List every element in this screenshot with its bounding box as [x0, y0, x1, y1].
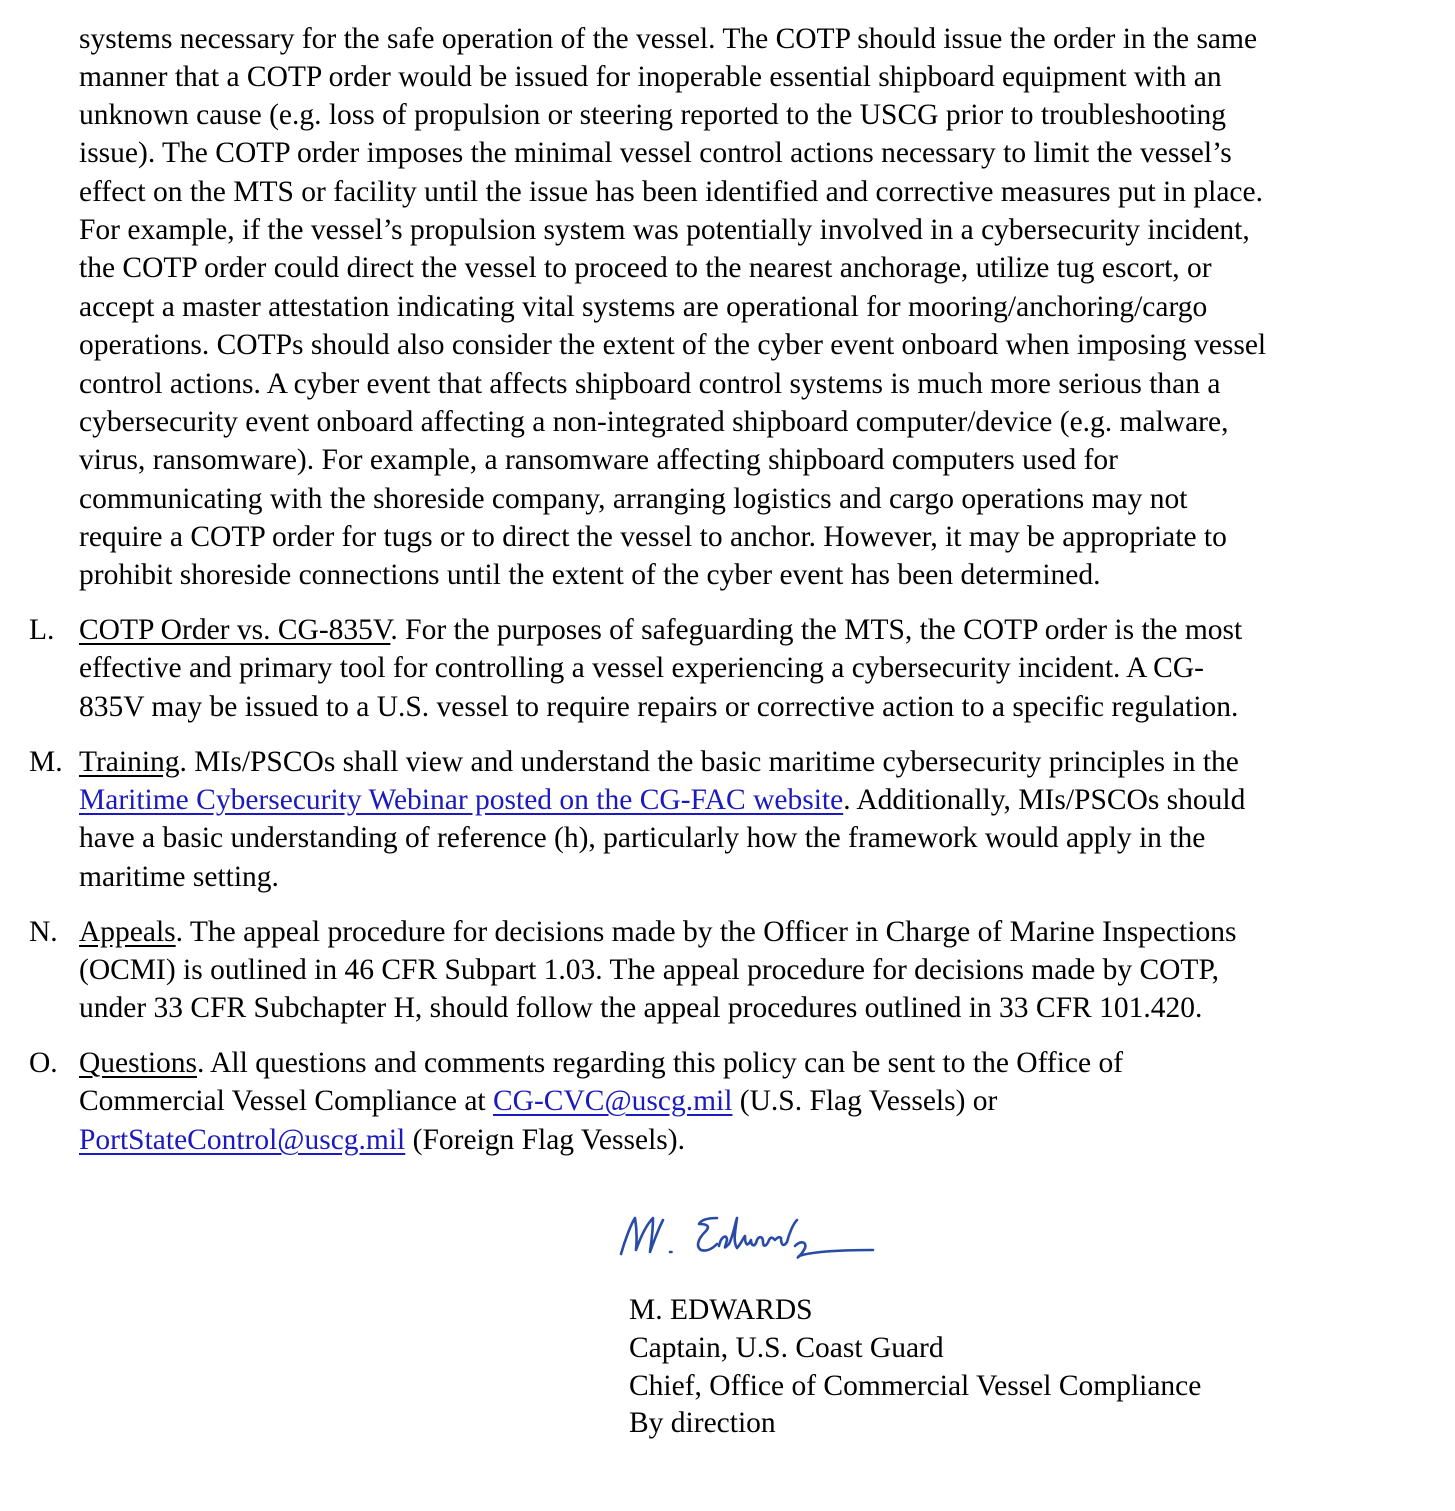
- section-letter: N.: [29, 916, 58, 948]
- paragraph-line: prohibit shoreside connections until the extent of the cyber event has been determined.: [79, 559, 1101, 591]
- signer-name: M. EDWARDS: [629, 1294, 813, 1326]
- paragraph-line: issue). The COTP order imposes the minimal vessel control actions necessary to limit the vessel’s: [79, 137, 1232, 169]
- section-heading: Training: [79, 746, 180, 778]
- signer-title: Chief, Office of Commercial Vessel Compliance: [629, 1370, 1202, 1402]
- paragraph-line: manner that a COTP order would be issued for inoperable essential shipboard equipment with an: [79, 61, 1222, 93]
- section-text: . Additionally, MIs/PSCOs should: [843, 784, 1246, 816]
- section-line: (OCMI) is outlined in 46 CFR Subpart 1.03. The appeal procedure for decisions made by COTP,: [79, 954, 1219, 986]
- paragraph-line: effect on the MTS or facility until the issue has been identified and corrective measures put in place.: [79, 176, 1263, 208]
- webinar-link[interactable]: Maritime Cybersecurity Webinar posted on the CG-FAC website: [79, 784, 844, 816]
- paragraph-line: virus, ransomware). For example, a ransomware affecting shipboard computers used for: [79, 444, 1118, 476]
- section-line: [79, 781, 1245, 819]
- section-heading: Appeals: [79, 916, 176, 948]
- handwritten-signature-icon: [615, 1210, 885, 1270]
- section-line: [79, 913, 1237, 951]
- section-letter: O.: [29, 1047, 58, 1079]
- paragraph-line: accept a master attestation indicating vital systems are operational for mooring/anchoring/cargo: [79, 291, 1208, 323]
- section-line: effective and primary tool for controlling a vessel experiencing a cybersecurity incident. A CG-: [79, 652, 1204, 684]
- section-line: [79, 1044, 1123, 1082]
- section-letter: L.: [29, 614, 55, 646]
- section-text: (Foreign Flag Vessels).: [405, 1124, 685, 1156]
- paragraph-line: cybersecurity event onboard affecting a non-integrated shipboard computer/device (e.g. malware,: [79, 406, 1229, 438]
- paragraph-line: operations. COTPs should also consider the extent of the cyber event onboard when imposing vessel: [79, 329, 1267, 361]
- section-text: . All questions and comments regarding this policy can be sent to the Office of: [197, 1047, 1124, 1079]
- paragraph-line: the COTP order could direct the vessel to proceed to the nearest anchorage, utilize tug escort, or: [79, 252, 1212, 284]
- section-line: [79, 611, 1242, 649]
- port-state-control-email-link[interactable]: PortStateControl@uscg.mil: [79, 1124, 406, 1156]
- paragraph-line: communicating with the shoreside company, arranging logistics and cargo operations may not: [79, 483, 1188, 515]
- section-line: under 33 CFR Subchapter H, should follow the appeal procedures outlined in 33 CFR 101.420.: [79, 992, 1203, 1024]
- section-line: 835V may be issued to a U.S. vessel to require repairs or corrective action to a specific regulation.: [79, 691, 1239, 723]
- section-line: maritime setting.: [79, 861, 279, 893]
- section-line: [79, 1082, 997, 1120]
- section-heading: COTP Order vs. CG-835V: [79, 614, 391, 646]
- paragraph-line: For example, if the vessel’s propulsion system was potentially involved in a cybersecurity incident,: [79, 214, 1250, 246]
- section-letter: M.: [29, 746, 63, 778]
- section-heading: Questions: [79, 1047, 197, 1079]
- cg-cvc-email-link[interactable]: CG-CVC@uscg.mil: [493, 1085, 733, 1117]
- section-line: have a basic understanding of reference (h), particularly how the framework would apply in the: [79, 822, 1206, 854]
- section-text: . MIs/PSCOs shall view and understand the basic maritime cybersecurity principles in the: [179, 746, 1239, 778]
- section-line: [79, 743, 1239, 781]
- section-text: (U.S. Flag Vessels) or: [732, 1085, 998, 1117]
- section-text: Commercial Vessel Compliance at: [79, 1085, 493, 1117]
- section-line: [79, 1121, 685, 1159]
- section-text: . The appeal procedure for decisions made by the Officer in Charge of Marine Inspections: [175, 916, 1237, 948]
- paragraph-line: unknown cause (e.g. loss of propulsion or steering reported to the USCG prior to troubleshooting: [79, 99, 1227, 131]
- signer-rank: Captain, U.S. Coast Guard: [629, 1332, 944, 1364]
- paragraph-line: systems necessary for the safe operation of the vessel. The COTP should issue the order in the same: [79, 23, 1258, 55]
- paragraph-line: control actions. A cyber event that affects shipboard control systems is much more serious than a: [79, 368, 1221, 400]
- paragraph-line: require a COTP order for tugs or to direct the vessel to anchor. However, it may be appropriate to: [79, 521, 1227, 553]
- signer-authority: By direction: [629, 1407, 776, 1439]
- section-text: . For the purposes of safeguarding the MTS, the COTP order is the most: [390, 614, 1243, 646]
